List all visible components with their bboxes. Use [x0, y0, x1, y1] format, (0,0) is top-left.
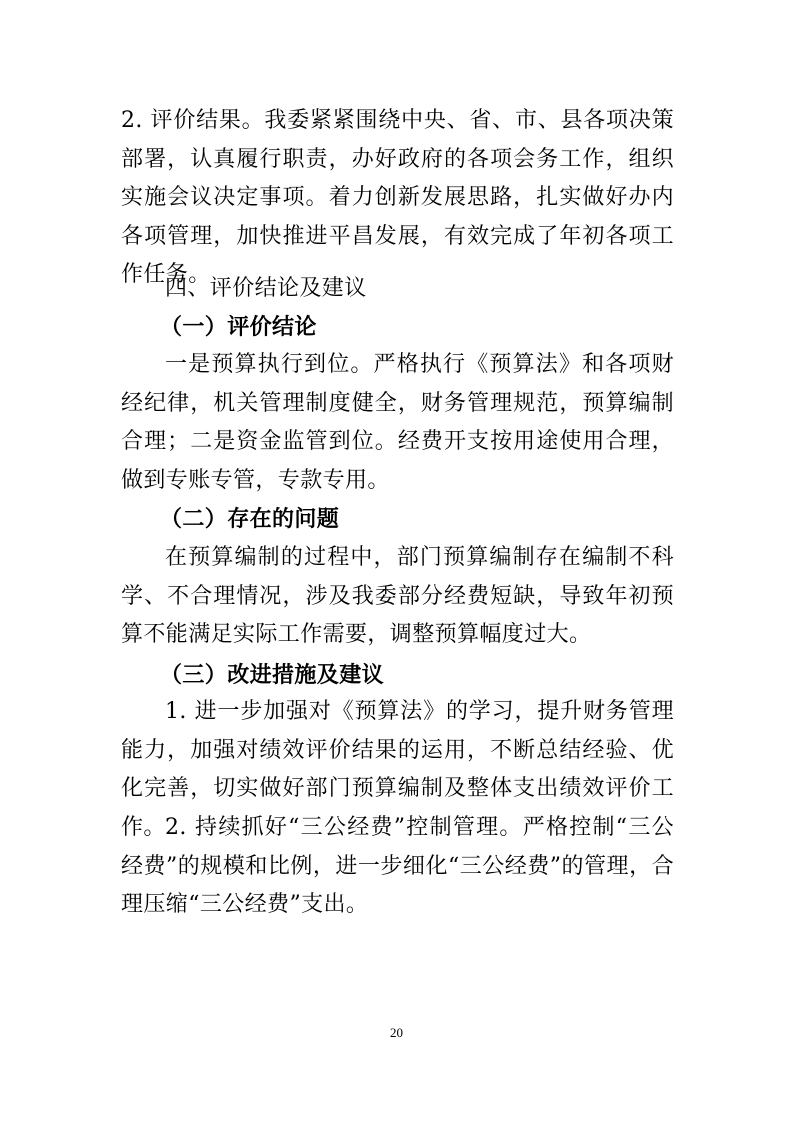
- improvement-item-1: 1. 进一步加强对《预算法》的学习，提升财务管理能力，加强对绩效评价结果的运用，不断总结经验、优化完善，切实做好部门预算编制及整体支出绩效评价工作。: [121, 699, 674, 840]
- problems-paragraph: 在预算编制的过程中，部门预算编制存在编制不科学、不合理情况，涉及我委部分经费短缺，导致年初预算不能满足实际工作需要，调整预算幅度过大。: [121, 545, 674, 648]
- subsection-heading-problems: （二）存在的问题: [160, 506, 340, 532]
- page-number: 20: [390, 1025, 403, 1040]
- conclusion-paragraph: 一是预算执行到位。严格执行《预算法》和各项财经纪律，机关管理制度健全，财务管理规范，预算编制合理；二是资金监管到位。经费开支按用途使用合理，做到专账专管，专款专用。: [121, 352, 674, 493]
- subsection-heading-improvements: （三）改进措施及建议: [160, 662, 385, 688]
- evaluation-result-paragraph: 2. 评价结果。我委紧紧围绕中央、省、市、县各项决策部署，认真履行职责，办好政府的各项会务工作，组织实施会议决定事项。着力创新发展思路，扎实做好办内各项管理，加快推进平昌发展，有效完成了年初各项工作任务。: [121, 108, 674, 288]
- subsection-heading-conclusion: （一）评价结论: [160, 314, 317, 340]
- improvement-item-2: 2. 持续抓好“三公经费”控制管理。严格控制“三公经费”的规模和比例，进一步细化“三公经费”的管理，合理压缩“三公经费”支出。: [121, 815, 674, 918]
- section-heading-conclusions: 四、评价结论及建议: [165, 276, 367, 301]
